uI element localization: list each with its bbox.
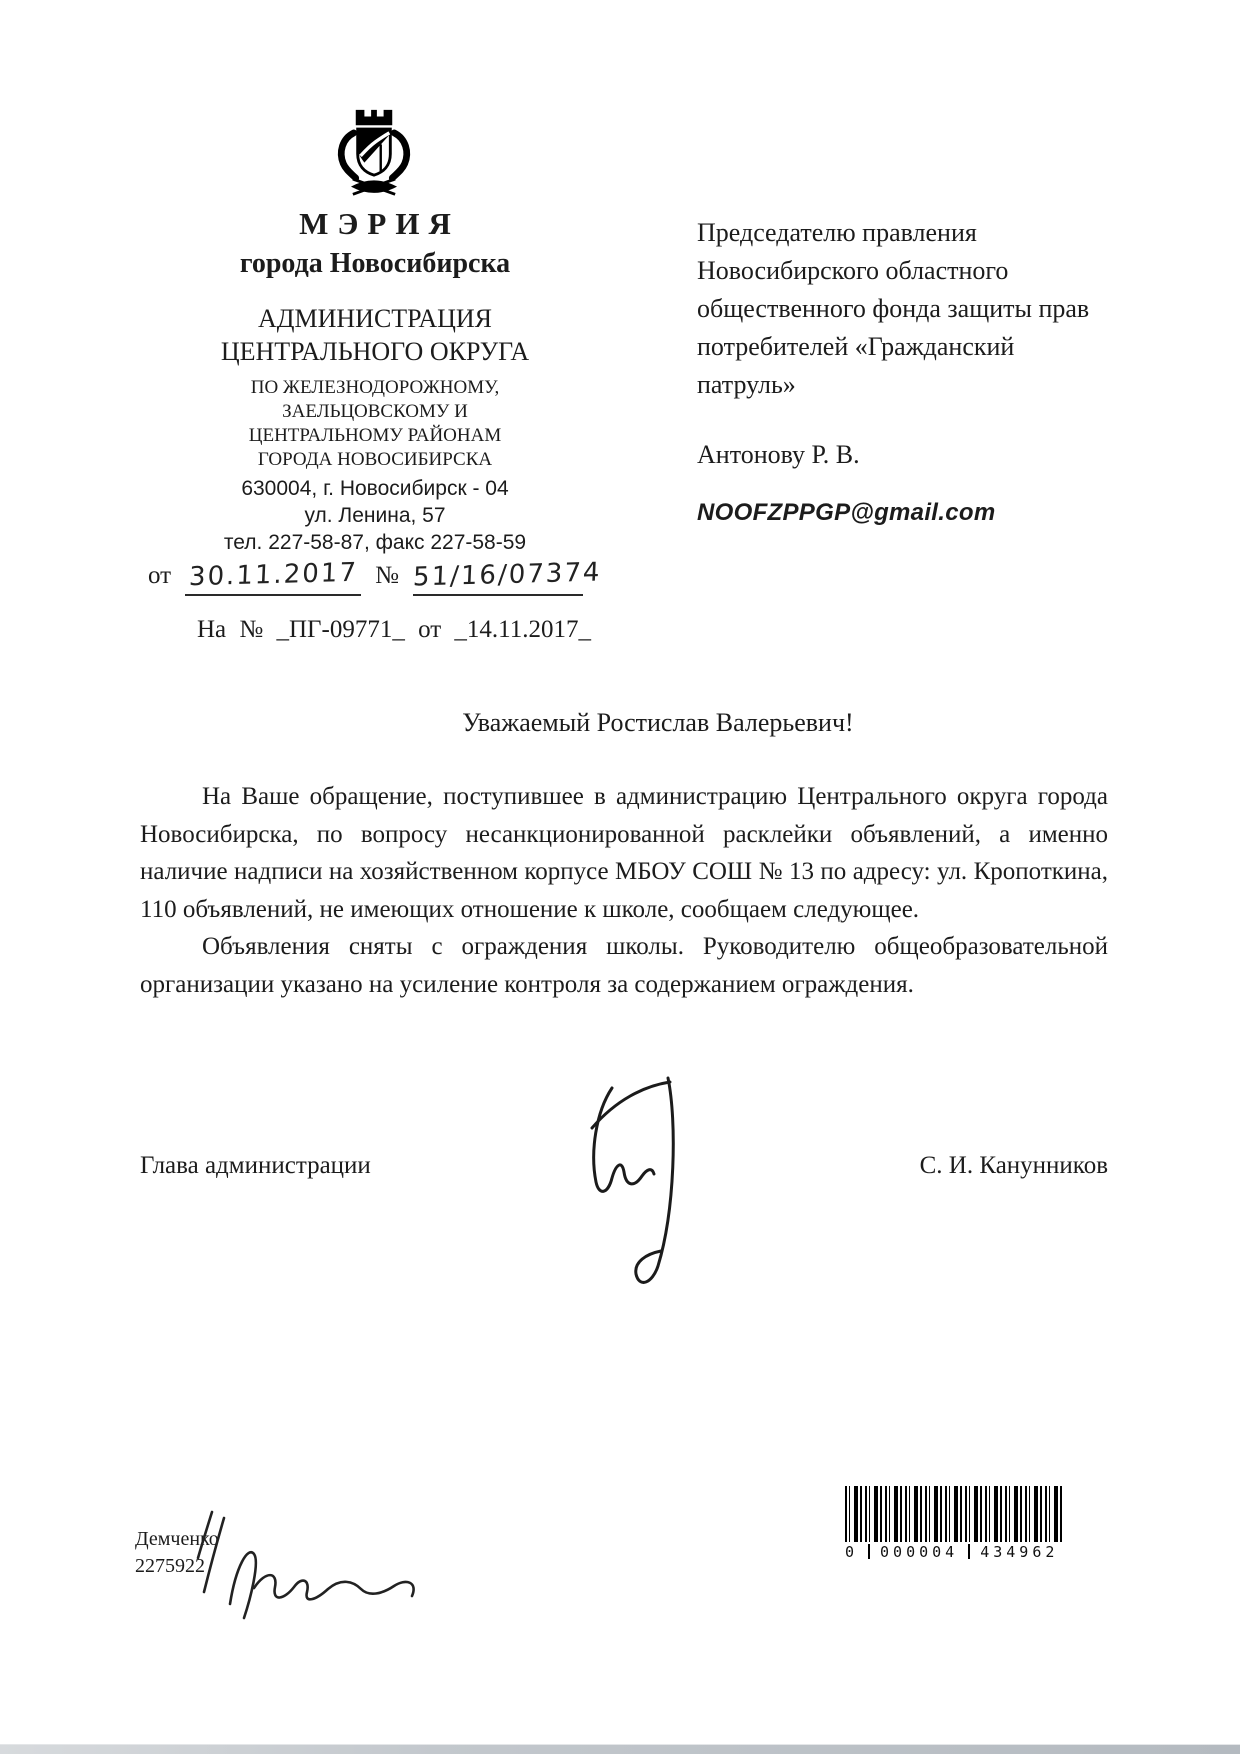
recipient-email: NOOFZPPGP@gmail.com [697, 499, 996, 526]
executor-phone: 2275922 [135, 1555, 205, 1577]
barcode-guard-tick [968, 1544, 970, 1559]
barcode-digit-group: 0 [845, 1543, 859, 1561]
district-line-1: ПО ЖЕЛЕЗНОДОРОЖНОМУ, [250, 377, 500, 398]
recipient-line: Председателю правления [697, 218, 977, 247]
recipient-name: Антонову Р. В. [697, 440, 860, 469]
date-field [185, 557, 361, 596]
district-line-4: ГОРОДА НОВОСИБИРСКА [257, 449, 493, 470]
signature-scribble-icon [548, 1072, 738, 1292]
letter-body [140, 778, 1108, 1004]
dept-line-1: АДМИНИСТРАЦИЯ [258, 304, 492, 333]
barcode-guard-tick [868, 1544, 870, 1559]
recipient-block [697, 214, 1117, 532]
handwritten-date: 30.11.2017 [188, 557, 359, 593]
district-line-2: ЗАЕЛЬЦОВСКОМУ И [282, 401, 468, 422]
body-paragraph-1: На Ваше обращение, поступившее в администрацию Центрального округа города Новосибирска, по вопросу несанкционированной расклейки объявлений, а именно наличие надписи на хозяйственном корпусе МБОУ СОШ № 13 по адресу: ул. Кропоткина, 110 объявлений, не имеющих отношение к школе, сообщаем следующее. [140, 783, 1108, 923]
novosibirsk-coat-of-arms-icon [326, 104, 422, 204]
recipient-line: общественного фонда защиты прав [697, 294, 1090, 323]
salutation: Уважаемый Ростислав Валерьевич! [462, 708, 854, 737]
letterhead [138, 206, 612, 556]
barcode [845, 1486, 1065, 1561]
dept-line-2: ЦЕНТРАЛЬНОГО ОКРУГА [220, 337, 530, 366]
street-line: ул. Ленина, 57 [304, 504, 446, 527]
signatory-position: Глава администрации [140, 1152, 371, 1179]
barcode-digit-group: 434962 [980, 1543, 1059, 1561]
number-field [412, 557, 602, 596]
body-paragraph-2: Объявления сняты с ограждения школы. Руководителю общеобразовательной организации указано на усиление контроля за содержанием ограждения. [140, 933, 1108, 998]
barcode-digits [845, 1543, 1065, 1561]
scan-bottom-edge [0, 1744, 1240, 1754]
org-subtitle: города Новосибирска [239, 248, 511, 279]
recipient-line: Новосибирского областного [697, 256, 1009, 285]
handwritten-number: 51/16/07374 [412, 557, 602, 593]
phone-fax-line: тел. 227-58-87, факс 227-58-59 [223, 531, 527, 554]
outgoing-reference-row [148, 557, 602, 596]
from-label: от [148, 562, 172, 589]
incoming-reference-line: На № _ПГ-09771_ от _14.11.2017_ [197, 616, 592, 643]
address-line: 630004, г. Новосибирск - 04 [241, 477, 509, 500]
barcode-digit-group: 000004 [880, 1543, 959, 1561]
district-line-3: ЦЕНТРАЛЬНОМУ РАЙОНАМ [248, 425, 502, 446]
recipient-line: потребителей «Гражданский [697, 332, 1015, 361]
recipient-line: патруль» [697, 370, 796, 399]
signatory-name: С. И. Канунников [919, 1152, 1108, 1179]
executor-signature-scribble-icon [196, 1508, 426, 1628]
barcode-bars [845, 1486, 1065, 1542]
number-label: № [375, 562, 399, 589]
executor-name: Демченко [135, 1528, 219, 1550]
org-title: МЭРИЯ [299, 206, 460, 241]
